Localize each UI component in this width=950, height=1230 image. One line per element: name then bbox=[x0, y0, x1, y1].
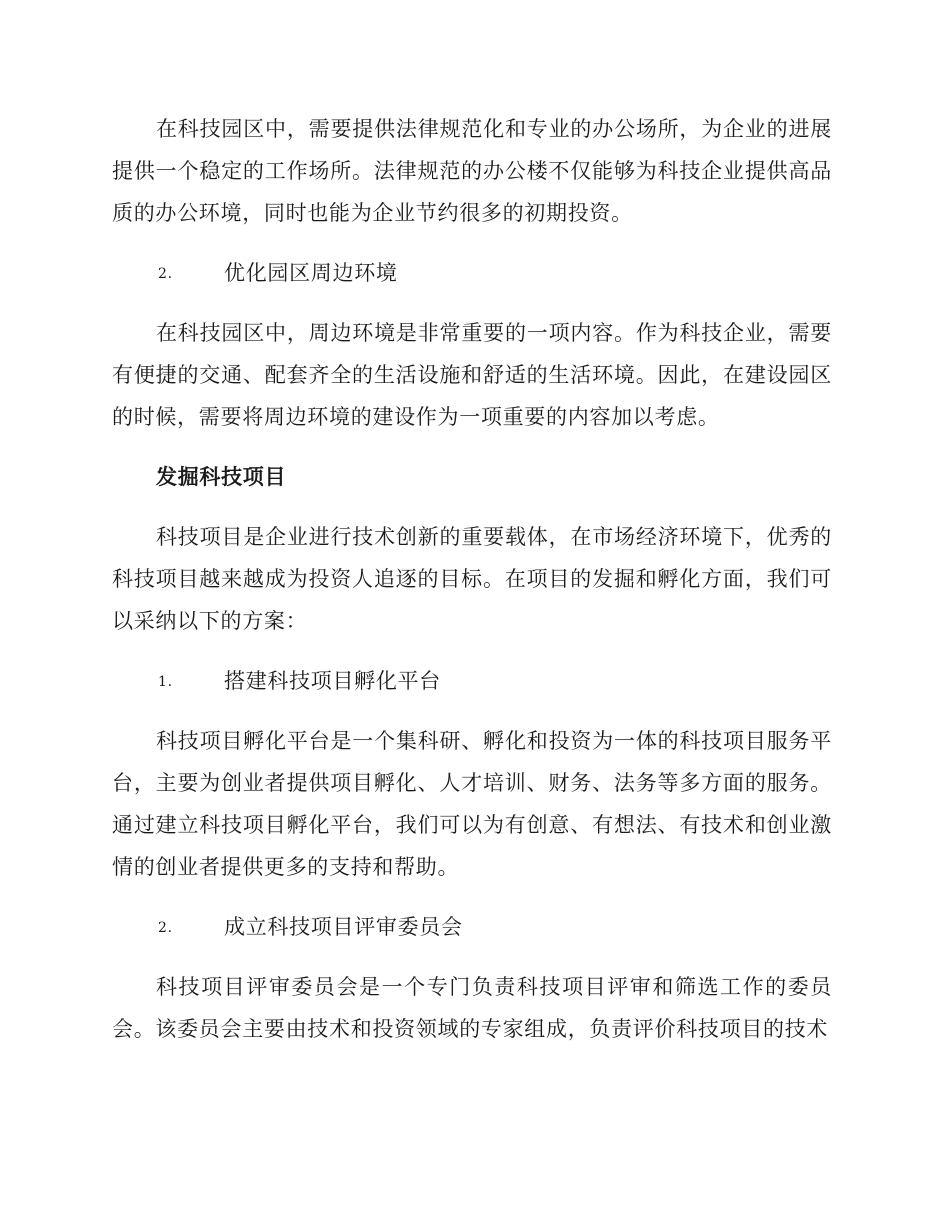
list-item-review-committee bbox=[112, 906, 832, 948]
list-number: 1. bbox=[158, 674, 173, 690]
list-item-incubation-platform bbox=[112, 660, 832, 702]
list-item-title: 搭建科技项目孵化平台 bbox=[224, 669, 441, 693]
list-item-optimize-environment bbox=[112, 252, 832, 294]
paragraph-office-space: 在科技园区中，需要提供法律规范化和专业的办公场所，为企业的进展提供一个稳定的工作场所。法律规范的办公楼不仅能够为科技企业提供高品质的办公环境，同时也能为企业节约很多的初期投资。 bbox=[112, 117, 832, 225]
paragraph-incubation-platform: 科技项目孵化平台是一个集科研、孵化和投资为一体的科技项目服务平台，主要为创业者提供项目孵化、人才培训、财务、法务等多方面的服务。通过建立科技项目孵化平台，我们可以为有创意、有想法、有技术和创业激情的创业者提供更多的支持和帮助。 bbox=[112, 729, 832, 879]
paragraph-review-committee: 科技项目评审委员会是一个专门负责科技项目评审和筛选工作的委员会。该委员会主要由技术和投资领域的专家组成，负责评价科技项目的技术 bbox=[112, 975, 832, 1041]
list-item-title: 成立科技项目评审委员会 bbox=[224, 915, 463, 939]
document-body bbox=[112, 108, 832, 1068]
list-item-title: 优化园区周边环境 bbox=[224, 261, 398, 285]
paragraph-surrounding-environment: 在科技园区中，周边环境是非常重要的一项内容。作为科技企业，需要有便捷的交通、配套齐全的生活设施和舒适的生活环境。因此，在建设园区的时候，需要将周边环境的建设作为一项重要的内容加以考虑。 bbox=[112, 321, 832, 429]
paragraph-tech-projects: 科技项目是企业进行技术创新的重要载体，在市场经济环境下，优秀的科技项目越来越成为投资人追逐的目标。在项目的发掘和孵化方面，我们可以采纳以下的方案： bbox=[112, 525, 832, 633]
list-number: 2. bbox=[158, 266, 173, 282]
section-heading: 发掘科技项目 bbox=[156, 465, 287, 489]
list-number: 2. bbox=[158, 920, 173, 936]
